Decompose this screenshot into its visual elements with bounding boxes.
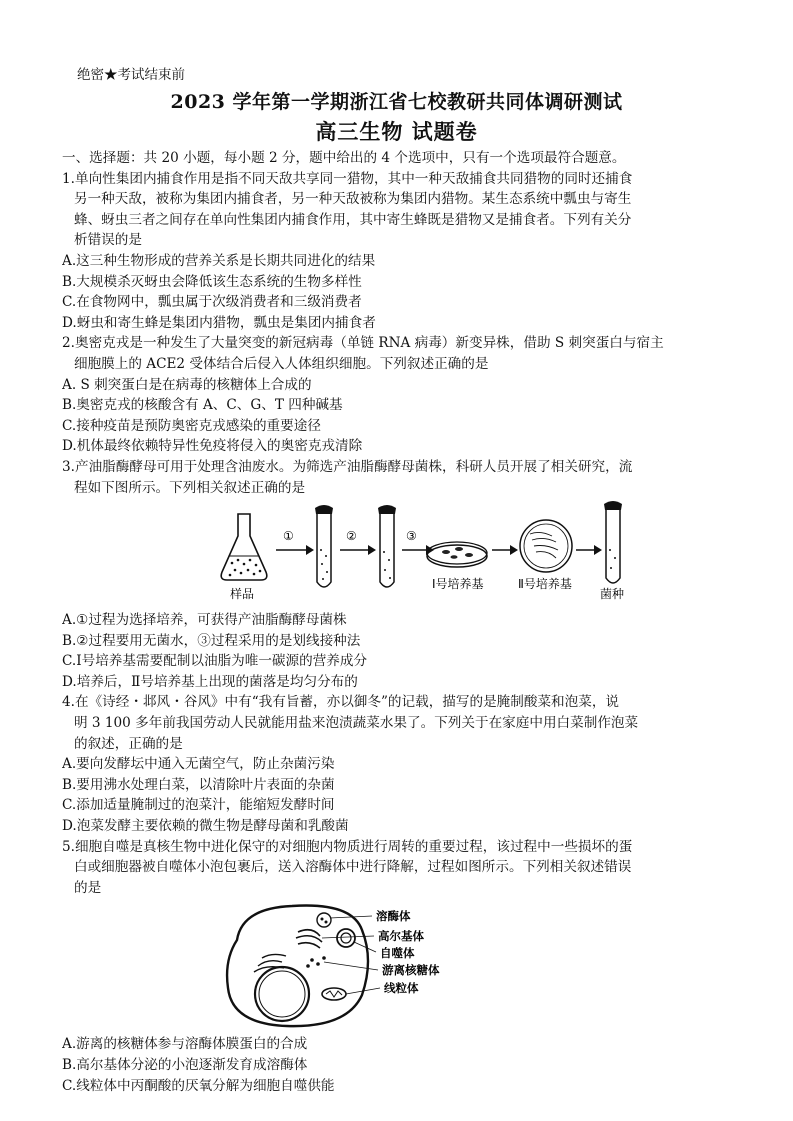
q1-option-c: C.在食物网中，瓢虫属于次级消费者和三级消费者: [62, 294, 362, 311]
label-medium-2: Ⅱ号培养基: [518, 577, 572, 592]
section-heading: 一、选择题：共 20 小题，每小题 2 分，题中给出的 4 个选项中，只有一个选项最符合题意。: [62, 150, 626, 166]
flask-icon: [221, 514, 267, 580]
arrow-icon: [340, 545, 376, 555]
question-3: [62, 457, 734, 693]
q5-option-c: C.线粒体中丙酮酸的厌氧分解为细胞自噬供能: [62, 1077, 335, 1094]
exam-subtitle: 高三生物 试题卷: [315, 119, 478, 144]
q4-stem-line: 4.在《诗经・邶风・谷风》中有“我有旨蓄，亦以御冬”的记载，描写的是腌制酸菜和泡菜，说: [62, 694, 620, 711]
arrow-icon: [402, 545, 434, 555]
test-tube-icon: [315, 505, 333, 587]
autophagy-diagram: [62, 900, 734, 1030]
q1-stem-line: 另一种天敌，被称为集团内捕食者，另一种天敌被称为集团内猎物。某生态系统中瓢虫与寄生: [74, 191, 632, 208]
q1-option-a: A.这三种生物形成的营养关系是长期共同进化的结果: [62, 252, 376, 269]
cell-icon: [227, 906, 368, 1027]
label-lysosome: 溶酶体: [376, 909, 411, 924]
nucleus-icon: [255, 967, 309, 1021]
question-4: [62, 692, 734, 836]
q2-stem-line: 2.奥密克戎是一种发生了大量突变的新冠病毒（单链 RNA 病毒）新变异株，借助 S 刺突蛋白与宿主: [62, 335, 664, 352]
q3-option-c: C.Ⅰ号培养基需要配制以油脂为唯一碳源的营养成分: [62, 653, 368, 670]
autophagosome-icon: [337, 929, 355, 947]
lysosome-icon: [317, 913, 331, 927]
screening-flow-diagram: [62, 500, 734, 610]
exam-content: [62, 148, 734, 1096]
question-5: [62, 837, 734, 1097]
label-autophagosome: 自噬体: [380, 946, 415, 961]
arrow-icon: [576, 545, 602, 555]
q4-option-b: B.要用沸水处理白菜，以清除叶片表面的杂菌: [62, 776, 335, 793]
q1-stem-line: 1.单向性集团内捕食作用是指不同天敌共享同一猎物，其中一种天敌捕食共同猎物的同时还捕食: [62, 170, 633, 187]
q4-option-d: D.泡菜发酵主要依赖的微生物是酵母菌和乳酸菌: [62, 818, 349, 835]
test-tube-icon: [378, 505, 396, 587]
step-3: ③: [406, 529, 417, 544]
step-1: ①: [283, 529, 294, 544]
q2-option-a: A. S 刺突蛋白是在病毒的核糖体上合成的: [62, 376, 312, 393]
q3-stem-line: 3.产油脂酶酵母可用于处理含油废水。为筛选产油脂酶酵母菌株，科研人员开展了相关研究，流: [62, 458, 633, 475]
question-2: [62, 333, 734, 457]
screening-flow-figure: [62, 500, 734, 610]
q1-option-d: D.蚜虫和寄生蜂是集团内猎物，瓢虫是集团内捕食者: [62, 314, 376, 331]
q1-stem-line: 析错误的是: [74, 232, 142, 249]
q4-option-c: C.添加适量腌制过的泡菜汁，能缩短发酵时间: [62, 797, 335, 814]
test-tube-icon: [604, 501, 622, 583]
autophagy-figure: [62, 900, 734, 1030]
label-strain: 菌种: [600, 587, 625, 602]
q1-option-b: B.大规模杀灭蚜虫会降低该生态系统的生物多样性: [62, 273, 362, 290]
q4-stem-line: 的叙述，正确的是: [74, 735, 183, 752]
q5-stem-line: 的是: [74, 879, 102, 896]
label-medium-1: Ⅰ号培养基: [432, 577, 484, 592]
q2-option-d: D.机体最终依赖特异性免疫将侵入的奥密克戎清除: [62, 438, 363, 455]
q5-stem-line: 5.细胞自噬是真核生物中进化保守的对细胞内物质进行周转的重要过程，该过程中一些损坏的蛋: [62, 838, 633, 855]
ribosome-icon: [306, 957, 326, 969]
q2-stem-line: 细胞膜上的 ACE2 受体结合后侵入人体组织细胞。下列叙述正确的是: [74, 355, 489, 372]
step-2: ②: [346, 529, 357, 544]
label-free-ribosome: 游离核糖体: [382, 963, 440, 978]
q1-stem-line: 蜂、蚜虫三者之间存在单向性集团内捕食作用，其中寄生蜂既是猎物又是捕食者。下列有关分: [74, 211, 632, 228]
question-1: [62, 169, 734, 334]
q5-stem-line: 白或细胞器被自噬体小泡包裹后，送入溶酶体中进行降解，过程如图所示。下列相关叙述错误: [74, 859, 632, 876]
q5-option-b: B.高尔基体分泌的小泡逐渐发育成溶酶体: [62, 1057, 308, 1073]
q3-option-d: D.培养后，Ⅱ号培养基上出现的菌落是均匀分布的: [62, 673, 358, 690]
confidential-mark: 绝密★考试结束前: [77, 67, 185, 83]
q2-option-b: B.奥密克戎的核酸含有 A、C、G、T 四种碱基: [62, 397, 343, 414]
arrow-icon: [492, 545, 518, 555]
streak-plate-icon: [520, 520, 572, 572]
label-mitochondrion: 线粒体: [384, 981, 419, 996]
q3-option-b: B.②过程要用无菌水，③过程采用的是划线接种法: [62, 632, 361, 649]
arrow-icon: [276, 545, 314, 555]
q3-option-a: A.①过程为选择培养，可获得产油脂酶酵母菌株: [62, 612, 347, 629]
q4-option-a: A.要向发酵坛中通入无菌空气，防止杂菌污染: [62, 756, 335, 773]
q2-option-c: C.接种疫苗是预防奥密克戎感染的重要途径: [62, 417, 321, 434]
golgi-icon: [296, 930, 322, 948]
exam-title: 2023 学年第一学期浙江省七校教研共同体调研测试: [170, 91, 623, 113]
petri-dish-icon: [427, 542, 487, 567]
q4-stem-line: 明 3 100 多年前我国劳动人民就能用盐来泡渍蔬菜水果了。下列关于在家庭中用白菜制作泡菜: [74, 715, 639, 732]
label-sample: 样品: [230, 587, 255, 602]
leader-lines: [322, 916, 380, 994]
q5-option-a: A.游离的核糖体参与溶酶体膜蛋白的合成: [62, 1036, 308, 1053]
mitochondrion-icon: [322, 988, 346, 1000]
q3-stem-line: 程如下图所示。下列相关叙述正确的是: [74, 479, 306, 496]
label-golgi: 高尔基体: [378, 929, 424, 944]
